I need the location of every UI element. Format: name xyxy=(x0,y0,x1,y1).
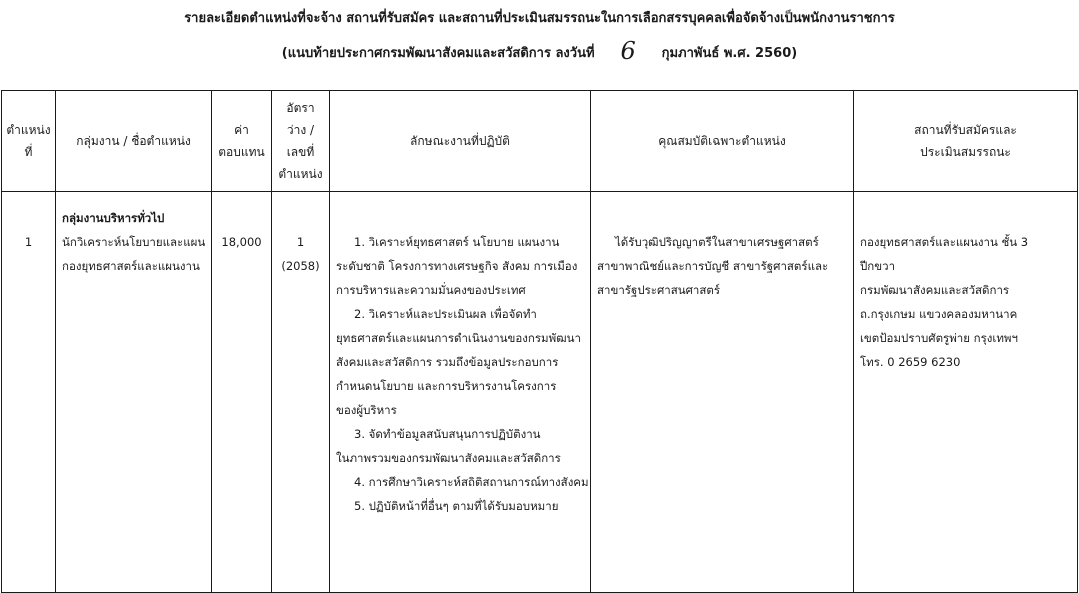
cell-duties xyxy=(330,192,591,593)
place-line: โทร. 0 2659 6230 xyxy=(860,355,961,369)
place-line: เขตป้อมปราบศัตรูพ่าย กรุงเทพฯ xyxy=(860,331,1018,345)
header-place: สถานที่รับสมัครและ ประเมินสมรรถนะ xyxy=(854,91,1078,192)
header-position-name: กลุ่มงาน / ชื่อตำแหน่ง xyxy=(56,91,212,192)
header-vacancy: อัตรา ว่าง / เลขที่ ตำแหน่ง xyxy=(272,91,330,192)
pay-value: 18,000 xyxy=(221,235,262,249)
qualification-line: สาขาพาณิชย์และการบัญชี สาขารัฐศาสตร์และ xyxy=(597,259,829,273)
duty-line: 3. จัดทำข้อมูลสนับสนุนการปฏิบัติงาน xyxy=(354,427,541,441)
duty-line: 1. วิเคราะห์ยุทธศาสตร์ นโยบาย แผนงาน xyxy=(354,235,560,249)
header-duties: ลักษณะงานที่ปฏิบัติ xyxy=(330,91,591,192)
duty-list xyxy=(330,192,590,518)
cell-pay xyxy=(212,192,272,593)
cell-place xyxy=(854,192,1078,593)
vacancy-code: (2058) xyxy=(281,259,320,273)
duty-line: กำหนดนโยบาย และการบริหารงานโครงการ xyxy=(336,379,557,393)
place-line: ถ.กรุงเกษม แขวงคลองมหานาค xyxy=(860,307,1018,321)
cell-position-no xyxy=(2,192,56,593)
duty-line: ระดับชาติ โครงการทางเศรษฐกิจ สังคม การเมือง xyxy=(336,259,578,273)
duty-line: 4. การศึกษาวิเคราะห์สถิติสถานการณ์ทางสังคม xyxy=(354,475,589,489)
position-table xyxy=(1,90,1078,593)
duty-line: ของผู้บริหาร xyxy=(336,403,397,417)
position-line: กองยุทธศาสตร์และแผนงาน xyxy=(62,259,200,273)
place-line: ปีกขวา xyxy=(860,259,896,273)
qualification-line: สาขารัฐประศาสนศาสตร์ xyxy=(597,283,721,297)
header-position-no: ตำแหน่ง ที่ xyxy=(2,91,56,192)
vacancy-count: 1 xyxy=(296,235,305,249)
duty-line: ยุทธศาสตร์และแผนการดำเนินงานของกรมพัฒนา xyxy=(336,331,581,345)
place-line: กรมพัฒนาสังคมและสวัสดิการ xyxy=(860,283,1010,297)
subtitle-prefix: (แนบท้ายประกาศกรมพัฒนาสังคมและสวัสดิการ ลงวันที่ xyxy=(281,46,595,61)
page-subtitle xyxy=(0,37,1079,65)
header-qualifications: คุณสมบัติเฉพาะตำแหน่ง xyxy=(591,91,854,192)
page-title: รายละเอียดตำแหน่งที่จะจ้าง สถานที่รับสมัคร และสถานที่ประเมินสมรรถนะในการเลือกสรรบุคคลเพื่อจัดจ้างเป็นพนักงานราชการ xyxy=(184,11,895,26)
duty-line: ในภาพรวมของกรมพัฒนาสังคมและสวัสดิการ xyxy=(336,451,561,465)
header-pay: ค่า ตอบแทน xyxy=(212,91,272,192)
duty-line: การบริหารและความมั่นคงของประเทศ xyxy=(336,283,526,297)
work-group: กลุ่มงานบริหารทั่วไป xyxy=(62,211,165,225)
duty-line: สังคมและสวัสดิการ รวมถึงข้อมูลประกอบการ xyxy=(336,355,559,369)
position-line: นักวิเคราะห์นโยบายและแผน xyxy=(62,235,206,249)
duty-line: 2. วิเคราะห์และประเมินผล เพื่อจัดทำ xyxy=(354,307,537,321)
qualification-line: ได้รับวุฒิปริญญาตรีในสาขาเศรษฐศาสตร์ xyxy=(615,235,819,249)
cell-position-name xyxy=(56,192,212,593)
table-row xyxy=(2,192,1078,593)
table-header-row xyxy=(2,91,1078,192)
duty-line: 5. ปฏิบัติหน้าที่อื่นๆ ตามที่ได้รับมอบหมาย xyxy=(354,499,559,513)
cell-qualifications xyxy=(591,192,854,593)
place-line: กองยุทธศาสตร์และแผนงาน ชั้น 3 xyxy=(860,235,1029,249)
handwritten-day: 6 xyxy=(620,37,636,65)
position-number: 1 xyxy=(24,235,33,249)
cell-vacancy xyxy=(272,192,330,593)
subtitle-suffix: กุมภาพันธ์ พ.ศ. 2560) xyxy=(661,46,798,61)
